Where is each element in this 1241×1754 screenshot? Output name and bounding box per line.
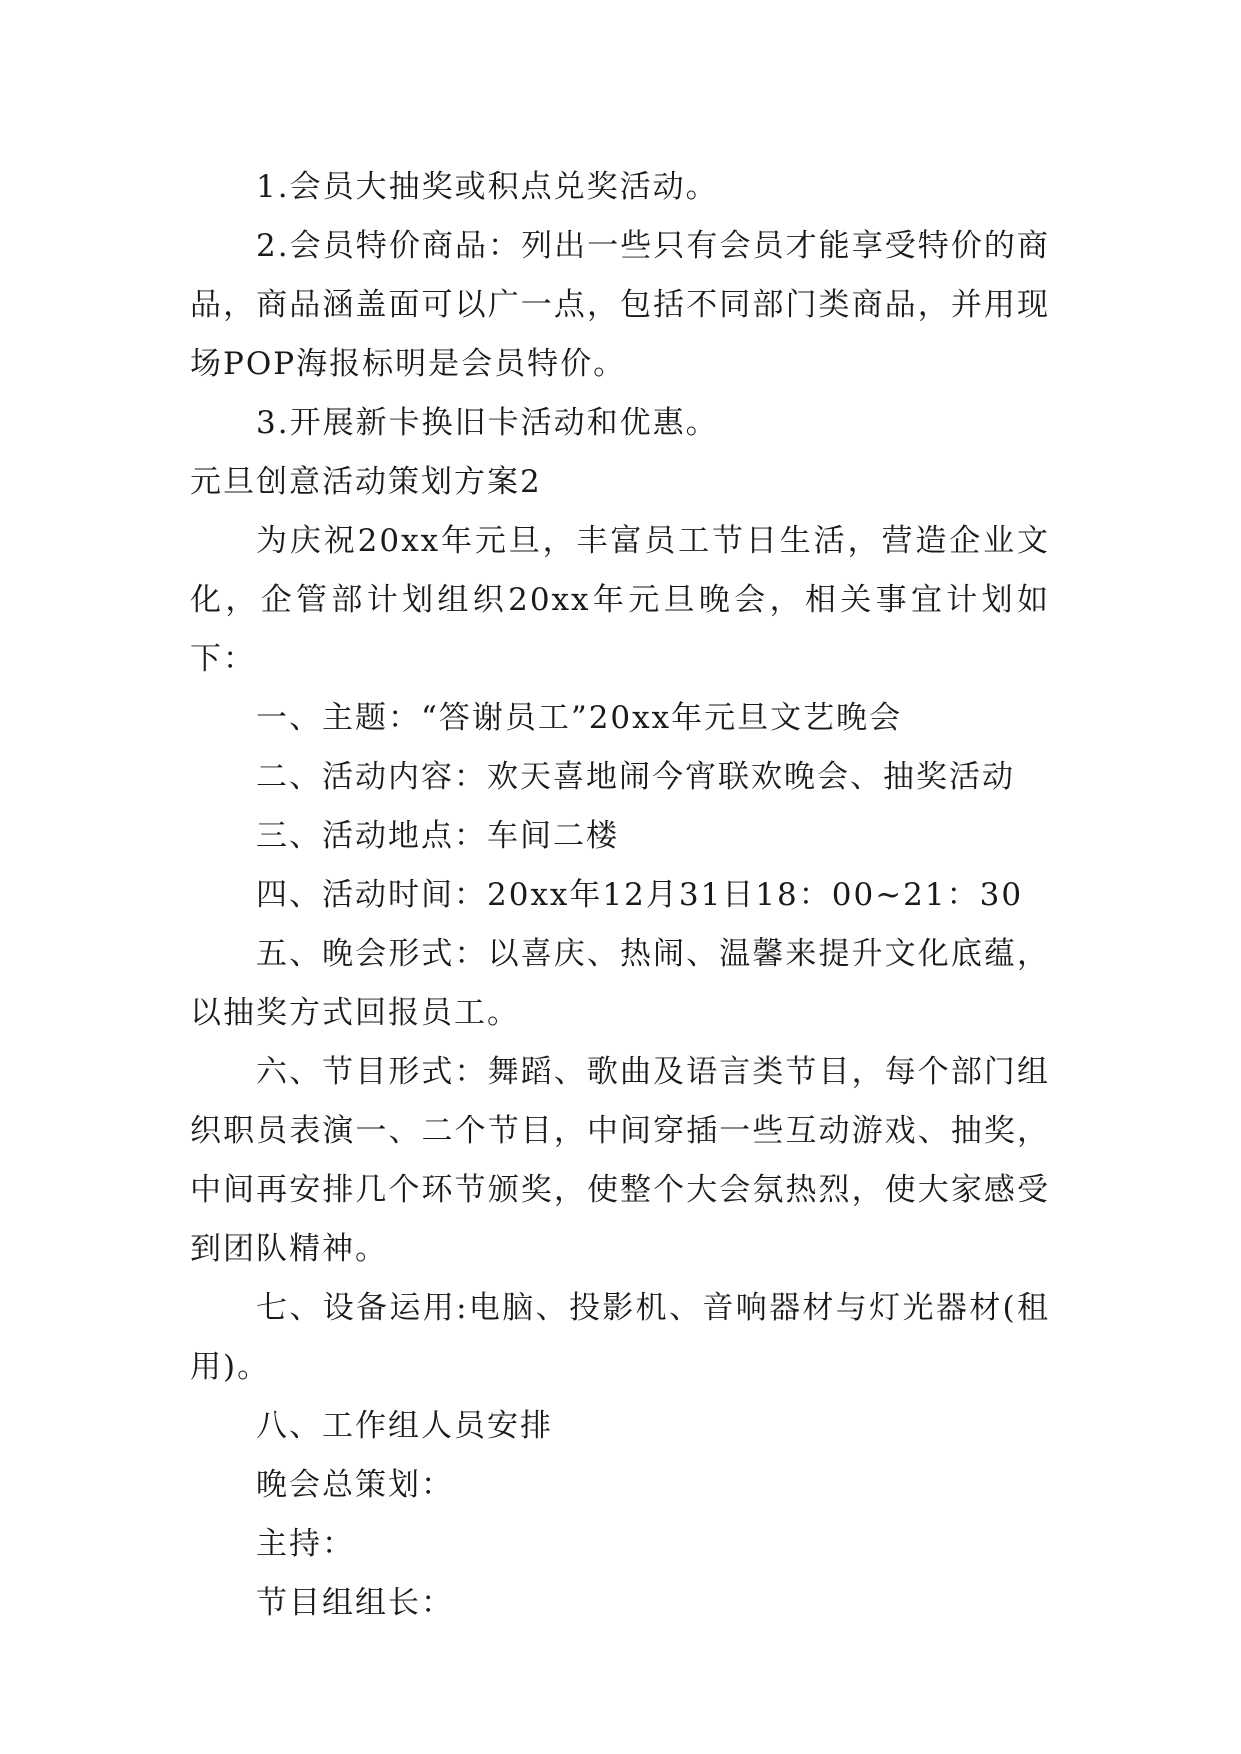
paragraph-member-special-price: 2.会员特价商品：列出一些只有会员才能享受特价的商品，商品涵盖面可以广一点，包括不同部门类商品，并用现场POP海报标明是会员特价。 — [190, 228, 1050, 382]
paragraph-location: 三、活动地点：车间二楼 — [256, 818, 619, 854]
paragraph-member-lottery: 1.会员大抽奖或积点兑奖活动。 — [256, 169, 719, 205]
document-body — [190, 158, 1050, 1633]
paragraph-equipment: 七、设备运用:电脑、投影机、音响器材与灯光器材(租用)。 — [190, 1290, 1050, 1385]
paragraph-theme: 一、主题：“答谢员工”20xx年元旦文艺晚会 — [256, 700, 903, 736]
paragraph-activity-content: 二、活动内容：欢天喜地闹今宵联欢晚会、抽奖活动 — [256, 759, 1015, 795]
paragraph-host: 主持： — [256, 1526, 355, 1562]
paragraph-program-format: 六、节目形式：舞蹈、歌曲及语言类节目，每个部门组织职员表演一、二个节目，中间穿插一些互动游戏、抽奖，中间再安排几个环节颁奖，使整个大会氛热烈，使大家感受到团队精神。 — [190, 1054, 1050, 1267]
paragraph-chief-planner: 晚会总策划： — [256, 1467, 454, 1503]
section-heading: 元旦创意活动策划方案2 — [190, 464, 542, 500]
paragraph-intro: 为庆祝20xx年元旦，丰富员工节日生活，营造企业文化，企管部计划组织20xx年元旦晚会，相关事宜计划如下： — [190, 523, 1050, 677]
paragraph-format: 五、晚会形式：以喜庆、热闹、温馨来提升文化底蕴，以抽奖方式回报员工。 — [190, 936, 1050, 1031]
paragraph-time: 四、活动时间：20xx年12月31日18：00~21：30 — [256, 877, 1024, 913]
paragraph-program-leader: 节目组组长： — [256, 1585, 454, 1621]
paragraph-staff-arrangement: 八、工作组人员安排 — [256, 1408, 553, 1444]
paragraph-card-exchange: 3.开展新卡换旧卡活动和优惠。 — [256, 405, 719, 441]
